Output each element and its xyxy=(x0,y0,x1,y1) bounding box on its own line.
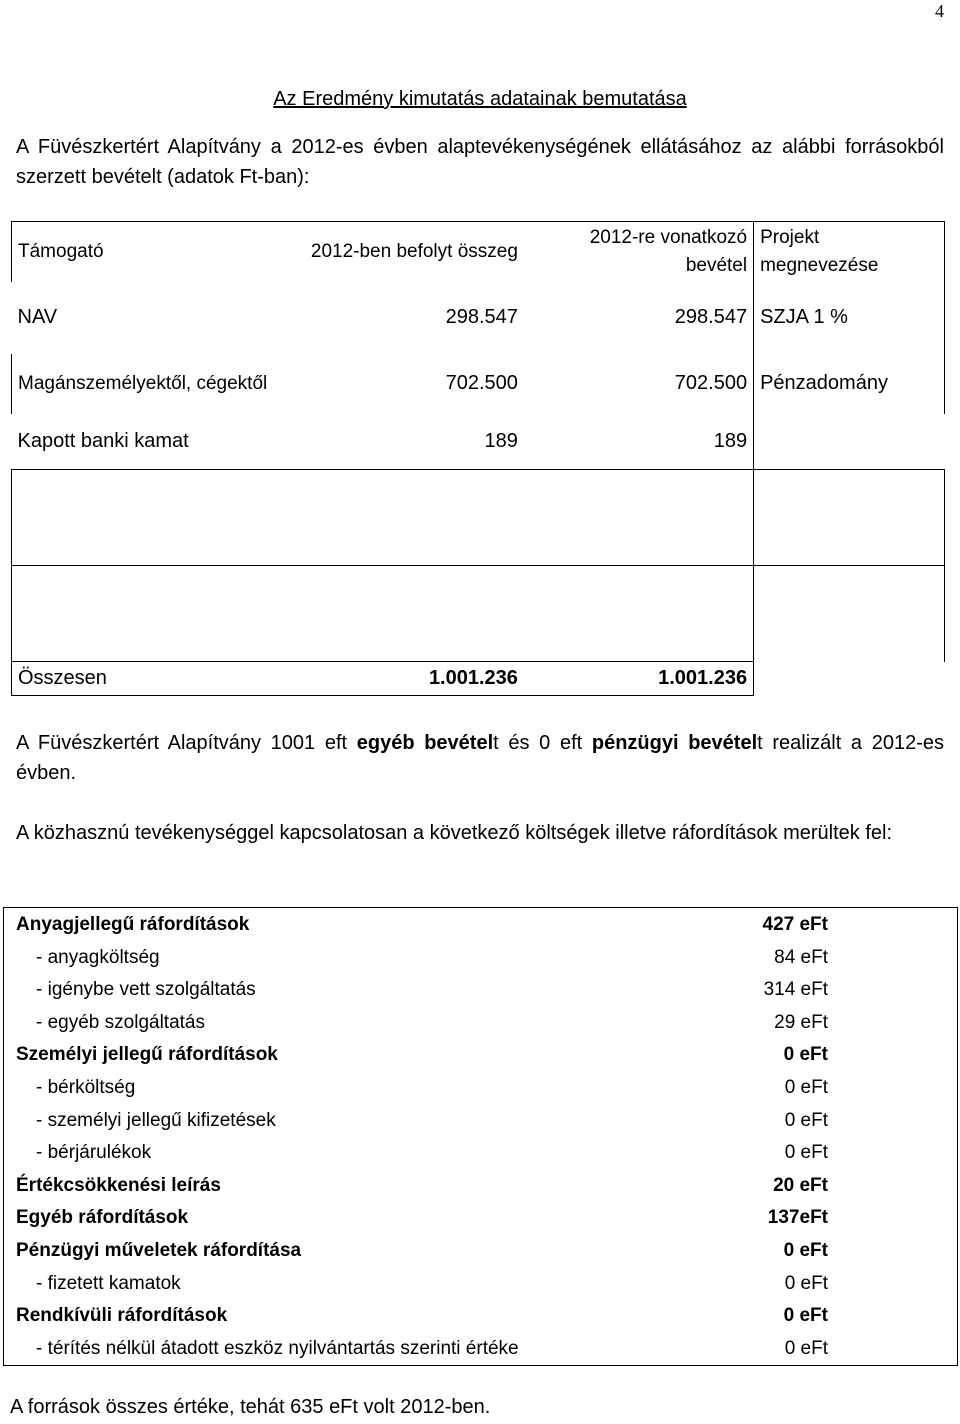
expense-value: 0 eFt xyxy=(783,1240,828,1261)
expense-value: 0 eFt xyxy=(783,1044,828,1066)
header-income: 2012-re vonatkozó bevétel xyxy=(524,222,754,282)
page-number: 4 xyxy=(935,1,944,21)
section-heading: Az Eredmény kimutatás adatainak bemutatása xyxy=(273,88,687,110)
cell-supporter: Kapott banki kamat xyxy=(17,429,189,452)
expense-label: Anyagjellegű ráfordítások xyxy=(16,914,250,935)
paragraph-bold-text: pénzügyi bevétel xyxy=(591,732,758,754)
intro-paragraph: A Füvészkertért Alapítvány a 2012-es évben alaptevékenységének ellátásához az alábbi forrásokból szerzett bevételt (adatok Ft-ban): xyxy=(16,136,944,188)
income-row xyxy=(12,414,945,470)
income-table xyxy=(11,221,945,696)
cell-project: SZJA 1 % xyxy=(754,282,945,354)
expense-label: Egyéb ráfordítások xyxy=(16,1207,189,1229)
expense-label: - térítés nélkül átadott eszköz nyilvántartás szerinti értéke xyxy=(36,1337,519,1359)
cell-supporter: Magánszemélyektől, cégektől xyxy=(12,354,290,414)
cell-income: 189 xyxy=(524,414,754,470)
cell-supporter: NAV xyxy=(17,306,58,328)
expense-row xyxy=(4,1171,956,1204)
paragraph-text: A Füvészkertért Alapítvány 1001 eft xyxy=(16,732,357,754)
cell-income: 298.547 xyxy=(524,282,754,354)
paragraph-bold-text: egyéb bevétel xyxy=(356,732,494,754)
expense-label: - bérköltség xyxy=(36,1077,136,1098)
expense-value: 427 eFt xyxy=(762,914,828,935)
expense-label: Pénzügyi műveletek ráfordítása xyxy=(16,1240,302,1261)
expense-label: - igénybe vett szolgáltatás xyxy=(36,979,256,1001)
paragraph-text: t és 0 eft xyxy=(493,732,592,754)
expense-row xyxy=(4,1203,956,1236)
expense-row xyxy=(4,1040,956,1073)
cell-received: 189 xyxy=(484,429,518,452)
cell-income: 702.500 xyxy=(524,354,754,414)
income-header-row xyxy=(12,222,945,282)
expense-value: 137eFt xyxy=(767,1207,828,1229)
total-label: Összesen xyxy=(12,662,290,696)
expense-row xyxy=(4,1138,956,1171)
expense-row xyxy=(4,1106,956,1139)
income-row xyxy=(12,282,945,354)
income-row xyxy=(12,354,945,414)
expense-value: 0 eFt xyxy=(784,1109,828,1131)
expense-row xyxy=(4,1301,956,1334)
total-income: 1.001.236 xyxy=(524,662,754,696)
expense-label: - személyi jellegű kifizetések xyxy=(36,1109,276,1131)
expense-value: 0 eFt xyxy=(784,1272,828,1294)
expense-label: - egyéb szolgáltatás xyxy=(36,1011,205,1033)
expense-value: 20 eFt xyxy=(773,1174,828,1196)
expense-value: 314 eFt xyxy=(763,979,828,1001)
empty-row xyxy=(12,566,945,662)
cell-received: 702.500 xyxy=(445,372,518,394)
header-supporter: Támogató xyxy=(12,222,290,282)
expense-label: Értékcsökkenési leírás xyxy=(16,1174,221,1196)
header-received: 2012-ben befolyt összeg xyxy=(289,222,524,282)
expense-value: 0 eFt xyxy=(784,1077,828,1098)
expense-row xyxy=(4,975,956,1008)
expense-row xyxy=(4,1008,956,1041)
expense-label: - anyagköltség xyxy=(36,946,160,968)
cell-received: 298.547 xyxy=(445,306,518,328)
income-total-row xyxy=(12,662,945,696)
expense-label: Személyi jellegű ráfordítások xyxy=(16,1044,278,1066)
header-project: Projekt megnevezése xyxy=(754,222,945,282)
expense-value: 84 eFt xyxy=(774,946,828,968)
total-received: 1.001.236 xyxy=(289,662,524,696)
expense-value: 0 eFt xyxy=(784,1337,828,1359)
expense-value: 0 eFt xyxy=(783,1305,828,1327)
empty-row xyxy=(12,470,945,566)
expense-label: - bérjárulékok xyxy=(36,1142,152,1164)
expense-row xyxy=(4,1269,956,1302)
expense-value: 29 eFt xyxy=(774,1011,828,1033)
expense-value: 0 eFt xyxy=(784,1142,828,1164)
expense-table xyxy=(3,907,958,1366)
cell-project xyxy=(754,414,945,470)
expenses-intro-paragraph: A közhasznú tevékenységgel kapcsolatosan a következő költségek illetve ráfordítások merültek fel: xyxy=(16,822,893,844)
paragraph-text: t realizált a 2012-es évben. xyxy=(16,732,944,784)
expense-row xyxy=(4,1334,956,1367)
income-summary-paragraph xyxy=(16,728,944,788)
expense-label: - fizetett kamatok xyxy=(36,1272,181,1294)
expense-row xyxy=(4,1073,956,1106)
expense-row xyxy=(4,910,956,943)
expense-row xyxy=(4,1236,956,1269)
cell-project: Pénzadomány xyxy=(754,354,945,414)
expense-label: Rendkívüli ráfordítások xyxy=(16,1305,228,1327)
closing-paragraph: A források összes értéke, tehát 635 eFt volt 2012-ben. xyxy=(10,1396,491,1418)
expense-row xyxy=(4,943,956,976)
